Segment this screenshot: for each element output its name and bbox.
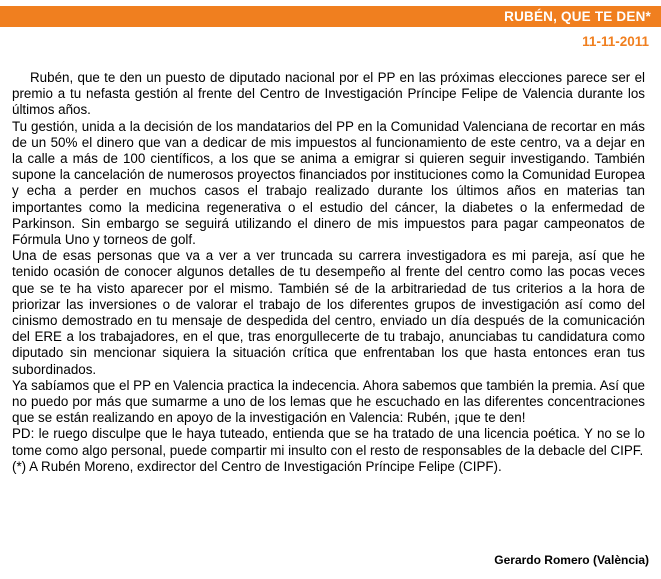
paragraph: PD: le ruego disculpe que le haya tuteado, entienda que se ha tratado de una licencia poética. Y no se lo tome como algo personal, puede compartir mi insulto con el resto de responsables de la debacle del CIPF. xyxy=(12,426,645,458)
article-date: 11-11-2011 xyxy=(582,34,649,49)
article-title: RUBÉN, QUE TE DEN* xyxy=(504,9,651,24)
article-body xyxy=(12,70,645,475)
footnote: (*) A Rubén Moreno, exdirector del Centro de Investigación Príncipe Felipe (CIPF). xyxy=(12,458,502,474)
paragraph: Tu gestión, unida a la decisión de los mandatarios del PP en la Comunidad Valenciana de recortar en más de un 50% el dinero que van a dedicar de mis impuestos al funcionamiento de este centro, va a dejar en la calle a más de 100 científicos, a los que se anima a emigrar si quieren seguir investigando. También supone la cancelación de numerosos proyectos financiados por instituciones como la Comunidad Europea y echa a perder en muchos casos el trabajo realizado durante los últimos años en materias tan importantes como la medicina regenerativa o el estudio del cáncer, la diabetes o la enfermedad de Parkinson. Sin embargo se seguirá utilizando el dinero de mis impuestos para pagar campeonatos de Fórmula Uno y torneos de golf. xyxy=(12,118,645,248)
header-bar xyxy=(0,6,661,27)
paragraph: Rubén, que te den un puesto de diputado nacional por el PP en las próximas elecciones parece ser el premio a tu nefasta gestión al frente del Centro de Investigación Príncipe Felipe de Valencia durante los últimos años. xyxy=(12,70,645,118)
paragraph: Una de esas personas que va a ver a ver truncada su carrera investigadora es mi pareja, así que he tenido ocasión de conocer algunos detalles de tu desempeño al frente del centro como las pocas veces que se te ha visto aparecer por el mismo. También sé de la arbitrariedad de tus criterios a la hora de priorizar las inversiones o de valorar el trabajo de los diferentes grupos de investigación así como del cinismo demostrado en tu mensaje de despedida del centro, enviado un día después de la comunicación del ERE a los trabajadores, en el que, tras enorgullecerte de tu trabajo, anunciabas tu candidatura como diputado sin mencionar siquiera la situación crítica que enfrentaban los que hasta entonces eran tus subordinados. xyxy=(12,248,645,377)
paragraph: Ya sabíamos que el PP en Valencia practica la indecencia. Ahora sabemos que también la premia. Así que no puedo por más que sumarme a uno de los lemas que he escuchado en las diferentes concentraciones que se están realizando en apoyo de la investigación en Valencia: Rubén, ¡que te den! xyxy=(12,377,645,426)
author-signature: Gerardo Romero (València) xyxy=(494,553,649,567)
